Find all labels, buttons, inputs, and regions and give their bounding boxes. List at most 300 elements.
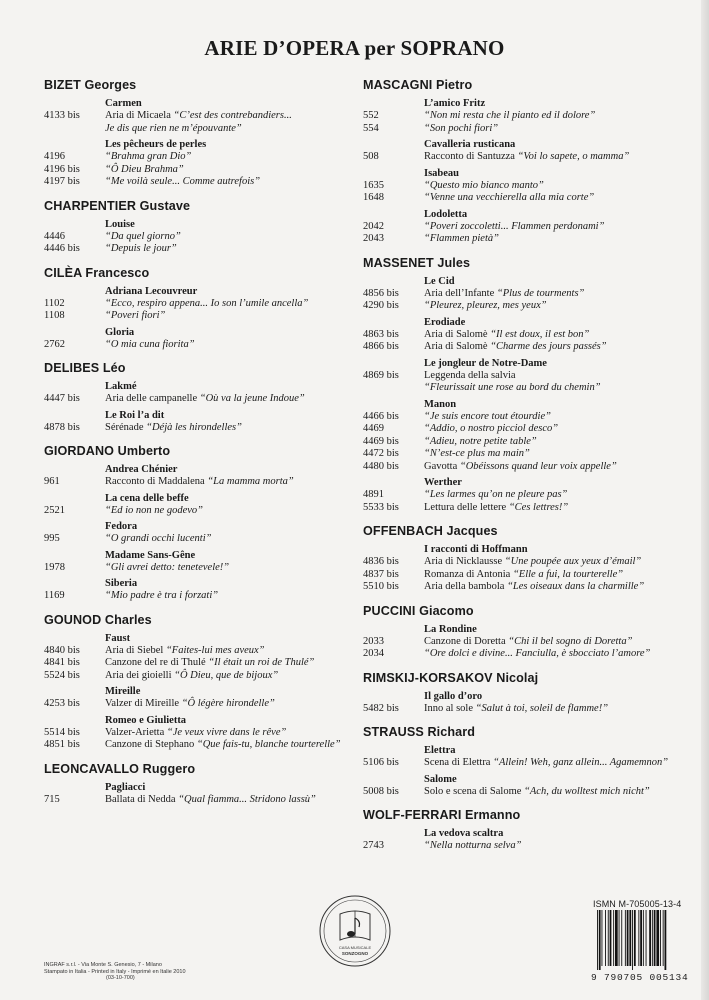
aria-quote: “Pleurez, pleurez, mes yeux”	[424, 300, 547, 311]
aria-quote: “Il est doux, il est bon”	[490, 328, 590, 340]
catalog-number: 4863 bis	[363, 328, 399, 340]
aria-quote: “Nella notturna selva”	[424, 840, 522, 851]
aria-description	[424, 423, 673, 436]
barcode-bar	[656, 910, 659, 966]
aria-label: Racconto di Maddalena	[105, 476, 208, 487]
barcode-bar	[597, 910, 598, 970]
aria-description	[105, 164, 344, 177]
catalog-number: 4197 bis	[44, 176, 80, 187]
aria-entry	[363, 370, 673, 383]
barcode-bar	[646, 910, 647, 966]
catalog-number: 2043	[363, 233, 384, 244]
aria-entry-continuation	[44, 123, 344, 136]
aria-quote: “La mamma morta”	[207, 476, 294, 487]
aria-description	[424, 123, 673, 136]
opera-block	[363, 773, 673, 799]
aria-description	[424, 489, 673, 502]
aria-description	[105, 739, 344, 752]
composer-name: GOUNOD Charles	[44, 612, 152, 627]
opera-block	[44, 218, 344, 256]
barcode-bar	[632, 910, 633, 970]
opera-title: Andrea Chénier	[105, 464, 178, 475]
aria-entry	[363, 300, 673, 313]
catalog-number: 4866 bis	[363, 341, 399, 352]
catalog-number: 552	[363, 110, 379, 121]
aria-quote: “O grandi occhi lucenti”	[105, 533, 212, 544]
aria-entry	[363, 786, 673, 799]
composer-name: CILÈA Francesco	[44, 265, 150, 280]
aria-entry	[44, 645, 344, 658]
opera-title: Le Cid	[424, 275, 455, 287]
aria-quote: “Ed io non ne godevo”	[105, 504, 203, 516]
catalog-number: 2762	[44, 338, 65, 350]
opera-title: Louise	[105, 218, 135, 230]
barcode-bar	[643, 910, 644, 966]
aria-quote: “Salut à toi, soleil de flamme!”	[475, 702, 609, 714]
opera-title: Mireille	[105, 686, 141, 697]
aria-quote: “Je veux vivre dans le rêve”	[166, 726, 287, 738]
opera-block	[363, 744, 673, 770]
aria-label: Lettura delle lettere	[424, 501, 509, 513]
barcode-bar	[610, 910, 612, 966]
aria-quote: “Son pochi fiori”	[424, 122, 499, 134]
catalog-number: 5008 bis	[363, 785, 399, 797]
aria-entry	[44, 151, 344, 164]
aria-quote: “Depuis le jour”	[105, 243, 177, 254]
catalog-number: 4851 bis	[44, 739, 80, 750]
catalog-number: 4480 bis	[363, 460, 399, 472]
barcode-bar	[627, 910, 629, 966]
aria-entry	[44, 164, 344, 177]
catalog-number: 961	[44, 476, 60, 487]
aria-label: Aria di Nicklausse	[424, 556, 505, 567]
catalog-number: 4447 bis	[44, 393, 80, 404]
aria-description	[105, 562, 344, 575]
aria-label: Scena di Elettra	[424, 757, 494, 768]
opera-title: Lakmé	[105, 381, 137, 392]
catalog-number: 4290 bis	[363, 300, 399, 311]
aria-quote-continued: Je dis que rien ne m’épouvante”	[105, 122, 242, 134]
aria-quote: “Non mi resta che il pianto ed il dolore”	[424, 110, 596, 121]
aria-description	[105, 310, 344, 323]
catalog-number: 4469	[363, 423, 384, 434]
opera-block	[363, 97, 673, 135]
catalog-number: 4133 bis	[44, 110, 80, 121]
aria-entry	[44, 739, 344, 752]
aria-label: Canzone di Doretta	[424, 635, 509, 647]
aria-description	[105, 298, 344, 311]
catalog-number-spacer	[44, 123, 105, 136]
aria-quote: “Questo mio bianco manto”	[424, 179, 544, 191]
aria-entry	[44, 505, 344, 518]
aria-entry-continuation	[363, 382, 673, 395]
aria-entry	[44, 110, 344, 123]
page-title: ARIE D’OPERA per SOPRANO	[204, 36, 505, 60]
aria-label: Valzer-Arietta	[105, 726, 167, 738]
opera-title: Romeo e Giulietta	[105, 714, 187, 726]
aria-quote: “Ô Dieu, que de bijoux”	[174, 669, 279, 681]
barcode-bar	[613, 910, 614, 966]
catalog-number: 508	[363, 151, 379, 162]
aria-entry	[44, 393, 344, 406]
aria-quote: “Il était un roi de Thulé”	[208, 657, 315, 668]
aria-description	[105, 505, 344, 518]
catalog-number: 1648	[363, 192, 384, 203]
aria-label: Inno al sole	[424, 702, 476, 714]
aria-description	[105, 393, 344, 406]
aria-description	[424, 436, 673, 449]
right-column	[363, 76, 673, 853]
aria-quote: “Ach, du wolltest mich nicht”	[524, 785, 650, 797]
aria-description	[105, 151, 344, 164]
aria-quote: “Adieu, notre petite table”	[424, 435, 537, 447]
aria-quote: “Ô légère hirondelle”	[181, 698, 275, 709]
aria-entry	[363, 489, 673, 502]
aria-description	[424, 569, 673, 582]
opera-title: Cavalleria rusticana	[424, 139, 516, 150]
barcode-bar	[638, 910, 639, 966]
aria-description	[424, 840, 673, 853]
aria-entry	[363, 556, 673, 569]
catalog-number: 1108	[44, 310, 65, 321]
aria-label: Aria della bambola	[424, 581, 508, 592]
aria-label: Solo e scena di Salome	[424, 785, 525, 797]
catalog-number: 554	[363, 122, 379, 134]
aria-description	[424, 288, 673, 301]
aria-label: Canzone del re di Thulé	[105, 657, 209, 668]
aria-entry	[44, 794, 344, 807]
aria-description	[105, 243, 344, 256]
catalog-number: 715	[44, 793, 60, 805]
catalog-number: 5482 bis	[363, 702, 399, 714]
aria-description	[105, 110, 344, 123]
barcode-bar	[615, 910, 618, 966]
aria-description	[105, 794, 344, 807]
aria-label: Leggenda della salvia	[424, 369, 516, 381]
ismn-code: ISMN M-705005-13-4	[593, 899, 682, 909]
composer-name: WOLF-FERRARI Ermanno	[363, 808, 521, 822]
aria-quote: “Ô Dieu Brahma”	[105, 163, 184, 175]
barcode	[596, 910, 692, 970]
aria-entry	[363, 341, 673, 354]
opera-block	[44, 138, 344, 189]
barcode-number: 9 790705 005134	[591, 972, 689, 983]
opera-block	[363, 275, 673, 313]
aria-description	[105, 590, 344, 603]
aria-quote: “Da quel giorno”	[105, 230, 181, 242]
aria-description	[105, 231, 344, 244]
catalog-number-spacer	[363, 382, 424, 395]
aria-entry	[363, 411, 673, 424]
barcode-bar	[621, 910, 622, 966]
aria-description	[424, 502, 673, 515]
aria-quote: “Une poupée aux yeux d’émail”	[504, 556, 642, 567]
opera-block	[44, 781, 344, 807]
aria-entry	[363, 180, 673, 193]
composer-name: PUCCINI Giacomo	[363, 603, 474, 618]
composer-name: MASSENET Jules	[363, 255, 471, 270]
opera-block	[44, 97, 344, 135]
aria-entry	[363, 648, 673, 661]
opera-block	[363, 827, 673, 853]
catalog-number: 4891	[363, 489, 384, 500]
aria-description	[424, 786, 673, 799]
publisher-line: Stampato in Italia - Printed in Italy - Imprimé en Italie 2010	[44, 968, 186, 975]
aria-description	[424, 703, 673, 716]
aria-quote: “N’est-ce plus ma main”	[424, 448, 530, 459]
catalog-number: 2034	[363, 648, 384, 659]
aria-quote: “Déjà les hirondelles”	[146, 421, 242, 433]
aria-entry	[363, 581, 673, 594]
aria-label: Aria di Salomè	[424, 341, 491, 352]
barcode-bar	[608, 910, 609, 966]
aria-label: Romanza di Antonia	[424, 568, 513, 580]
barcode-bar	[649, 910, 651, 966]
opera-title: Le Roi l’a dit	[105, 409, 165, 421]
composer-name: CHARPENTIER Gustave	[44, 198, 191, 213]
catalog-number: 4446	[44, 230, 65, 242]
aria-entry	[363, 840, 673, 853]
catalog-number: 4196	[44, 151, 65, 162]
aria-description	[424, 581, 673, 594]
aria-quote: “Que fais-tu, blanche tourterelle”	[196, 739, 341, 750]
barcode-bar	[652, 910, 653, 966]
composer-name: BIZET Georges	[44, 78, 137, 92]
opera-block	[44, 577, 344, 603]
aria-quote: “Poveri fiori”	[105, 310, 166, 321]
catalog-number: 2033	[363, 635, 384, 647]
opera-block	[363, 138, 673, 164]
opera-block	[44, 685, 344, 711]
aria-entry	[363, 151, 673, 164]
aria-quote: “Venne una vecchierella alla mia corte”	[424, 192, 595, 203]
catalog-number: 4840 bis	[44, 644, 80, 656]
aria-quote: “Mio padre è tra i forzati”	[105, 590, 219, 601]
catalog-number: 1102	[44, 297, 65, 309]
aria-entry	[44, 590, 344, 603]
aria-entry	[44, 670, 344, 683]
aria-entry	[363, 288, 673, 301]
opera-title: Adriana Lecouvreur	[105, 285, 198, 297]
opera-title: Werther	[424, 477, 462, 488]
opera-title: Fedora	[105, 521, 138, 532]
aria-entry	[363, 569, 673, 582]
composer-name: LEONCAVALLO Ruggero	[44, 761, 196, 776]
opera-title: La cena delle beffe	[105, 492, 189, 504]
composer-name: OFFENBACH Jacques	[363, 524, 498, 538]
aria-entry	[44, 533, 344, 546]
aria-description	[424, 110, 673, 123]
aria-quote: “Plus de tourments”	[496, 287, 585, 299]
aria-description	[424, 757, 673, 770]
aria-quote: “Les larmes qu’on ne pleure pas”	[424, 489, 568, 500]
opera-block	[363, 398, 673, 474]
opera-title: Lodoletta	[424, 208, 468, 220]
catalog-number: 4878 bis	[44, 421, 80, 433]
barcode-bar	[629, 910, 631, 966]
catalog-number: 1169	[44, 590, 65, 601]
catalog-number: 5510 bis	[363, 581, 399, 592]
aria-quote: “Les oiseaux dans la charmille”	[507, 581, 645, 592]
aria-description	[424, 411, 673, 424]
opera-title: Il gallo d’oro	[424, 690, 483, 702]
opera-title: Madame Sans-Gêne	[105, 549, 196, 561]
aria-description	[424, 233, 673, 246]
opera-block	[44, 492, 344, 518]
opera-title: Gloria	[105, 326, 135, 338]
aria-entry	[363, 233, 673, 246]
catalog-number: 4196 bis	[44, 163, 80, 175]
aria-label: Canzone di Stephano	[105, 739, 197, 750]
aria-label: Aria di Micaela	[105, 110, 174, 121]
catalog-number: 1635	[363, 179, 384, 191]
aria-entry	[44, 657, 344, 670]
publisher-line: INGRAF s.r.l. - Via Monte S. Genesio, 7 - Milano	[44, 962, 162, 968]
aria-label: Ballata di Nedda	[105, 793, 179, 805]
opera-title: Le jongleur de Notre-Dame	[424, 357, 547, 369]
composer-name: MASCAGNI Pietro	[363, 78, 473, 92]
catalog-number: 5106 bis	[363, 757, 399, 768]
aria-entry	[44, 231, 344, 244]
opera-block	[44, 326, 344, 352]
opera-block	[44, 520, 344, 546]
aria-entry	[363, 221, 673, 234]
aria-entry	[44, 698, 344, 711]
opera-block	[44, 380, 344, 406]
opera-title: I racconti di Hoffmann	[424, 544, 528, 555]
aria-description	[105, 670, 344, 683]
opera-block	[44, 714, 344, 752]
opera-block	[44, 549, 344, 575]
aria-description	[424, 636, 673, 649]
aria-description	[424, 329, 673, 342]
sonzogno-logo	[318, 894, 392, 968]
aria-description	[424, 151, 673, 164]
catalog-number: 1978	[44, 561, 65, 573]
opera-title: Isabeau	[424, 167, 460, 179]
aria-entry	[363, 461, 673, 474]
aria-entry	[44, 310, 344, 323]
aria-quote: “Je suis encore tout étourdie”	[424, 410, 551, 422]
aria-description	[105, 698, 344, 711]
catalog-number: 4856 bis	[363, 287, 399, 299]
catalog-number: 4837 bis	[363, 568, 399, 580]
aria-quote: “Poveri zoccoletti... Flammen perdonami”	[424, 220, 605, 232]
aria-quote: “Où va la jeune Indoue”	[199, 393, 305, 404]
opera-block	[363, 316, 673, 354]
aria-entry	[363, 757, 673, 770]
aria-entry	[44, 476, 344, 489]
opera-title: L’amico Fritz	[424, 98, 486, 109]
publisher-info	[44, 962, 186, 982]
opera-block	[44, 463, 344, 489]
aria-description	[105, 176, 344, 189]
catalog-number: 4869 bis	[363, 369, 399, 381]
aria-entry	[363, 123, 673, 136]
opera-block	[363, 476, 673, 514]
catalog-number: 2042	[363, 220, 384, 232]
catalog-number: 4446 bis	[44, 243, 80, 254]
aria-entry	[44, 298, 344, 311]
aria-quote: “Chi il bel sogno di Doretta”	[508, 635, 633, 647]
aria-quote: “Qual fiamma... Stridono lassù”	[178, 793, 316, 805]
aria-quote: “Charme des jours passés”	[490, 341, 607, 352]
aria-description	[424, 300, 673, 313]
opera-block	[44, 632, 344, 683]
catalog-number: 4841 bis	[44, 657, 80, 668]
aria-label: Sérénade	[105, 421, 147, 433]
opera-title: Manon	[424, 398, 457, 410]
catalog-number: 995	[44, 533, 60, 544]
opera-block	[363, 357, 673, 395]
catalog-number: 5533 bis	[363, 501, 399, 513]
aria-entry	[363, 110, 673, 123]
opera-title: Les pêcheurs de perles	[105, 139, 207, 150]
aria-description	[424, 180, 673, 193]
opera-block	[44, 409, 344, 435]
aria-quote: “Ore dolci e divine... Fanciulla, è sbocciato l’amore”	[424, 648, 651, 659]
composer-name: GIORDANO Umberto	[44, 444, 171, 458]
aria-entry	[363, 448, 673, 461]
catalog-number: 4469 bis	[363, 435, 399, 447]
page-edge	[701, 0, 709, 1000]
aria-label: Aria di Siebel	[105, 644, 166, 656]
aria-quote: “O mia cuna fiorita”	[105, 338, 195, 350]
aria-description	[424, 221, 673, 234]
opera-block	[363, 690, 673, 716]
aria-label: Aria dei gioielli	[105, 669, 175, 681]
catalog-number: 4836 bis	[363, 556, 399, 567]
aria-label: Valzer di Mireille	[105, 698, 182, 709]
aria-description	[105, 533, 344, 546]
opera-block	[363, 208, 673, 246]
aria-description	[105, 339, 344, 352]
aria-quote: “Ces lettres!”	[508, 501, 569, 513]
opera-block	[363, 623, 673, 661]
aria-entry	[44, 243, 344, 256]
catalog-number: 4472 bis	[363, 448, 399, 459]
barcode-bar	[599, 910, 601, 970]
aria-entry	[363, 192, 673, 205]
publisher-line: (03-10-700)	[106, 975, 135, 981]
aria-description	[105, 657, 344, 670]
opera-title: Faust	[105, 632, 131, 644]
barcode-bar	[663, 910, 664, 966]
aria-quote: “Voi lo sapete, o mamma”	[517, 151, 630, 162]
aria-description	[424, 192, 673, 205]
barcode-bar	[625, 910, 626, 966]
catalog-number: 2743	[363, 840, 384, 851]
aria-entry	[44, 422, 344, 435]
composer-name: DELIBES Léo	[44, 361, 126, 375]
barcode-bar	[665, 910, 667, 970]
aria-description	[424, 448, 673, 461]
left-column	[44, 76, 344, 806]
catalog-number: 2521	[44, 504, 65, 516]
aria-quote: “Me voilà seule... Comme autrefois”	[105, 176, 261, 187]
opera-title: Pagliacci	[105, 781, 146, 793]
opera-title: Salome	[424, 773, 457, 785]
aria-entry	[363, 636, 673, 649]
opera-title: Elettra	[424, 745, 456, 756]
barcode-bar	[634, 910, 636, 966]
aria-description	[424, 556, 673, 569]
opera-block	[44, 285, 344, 323]
barcode-bar	[640, 910, 642, 966]
aria-entry	[363, 502, 673, 515]
aria-entry	[363, 703, 673, 716]
aria-description	[424, 648, 673, 661]
